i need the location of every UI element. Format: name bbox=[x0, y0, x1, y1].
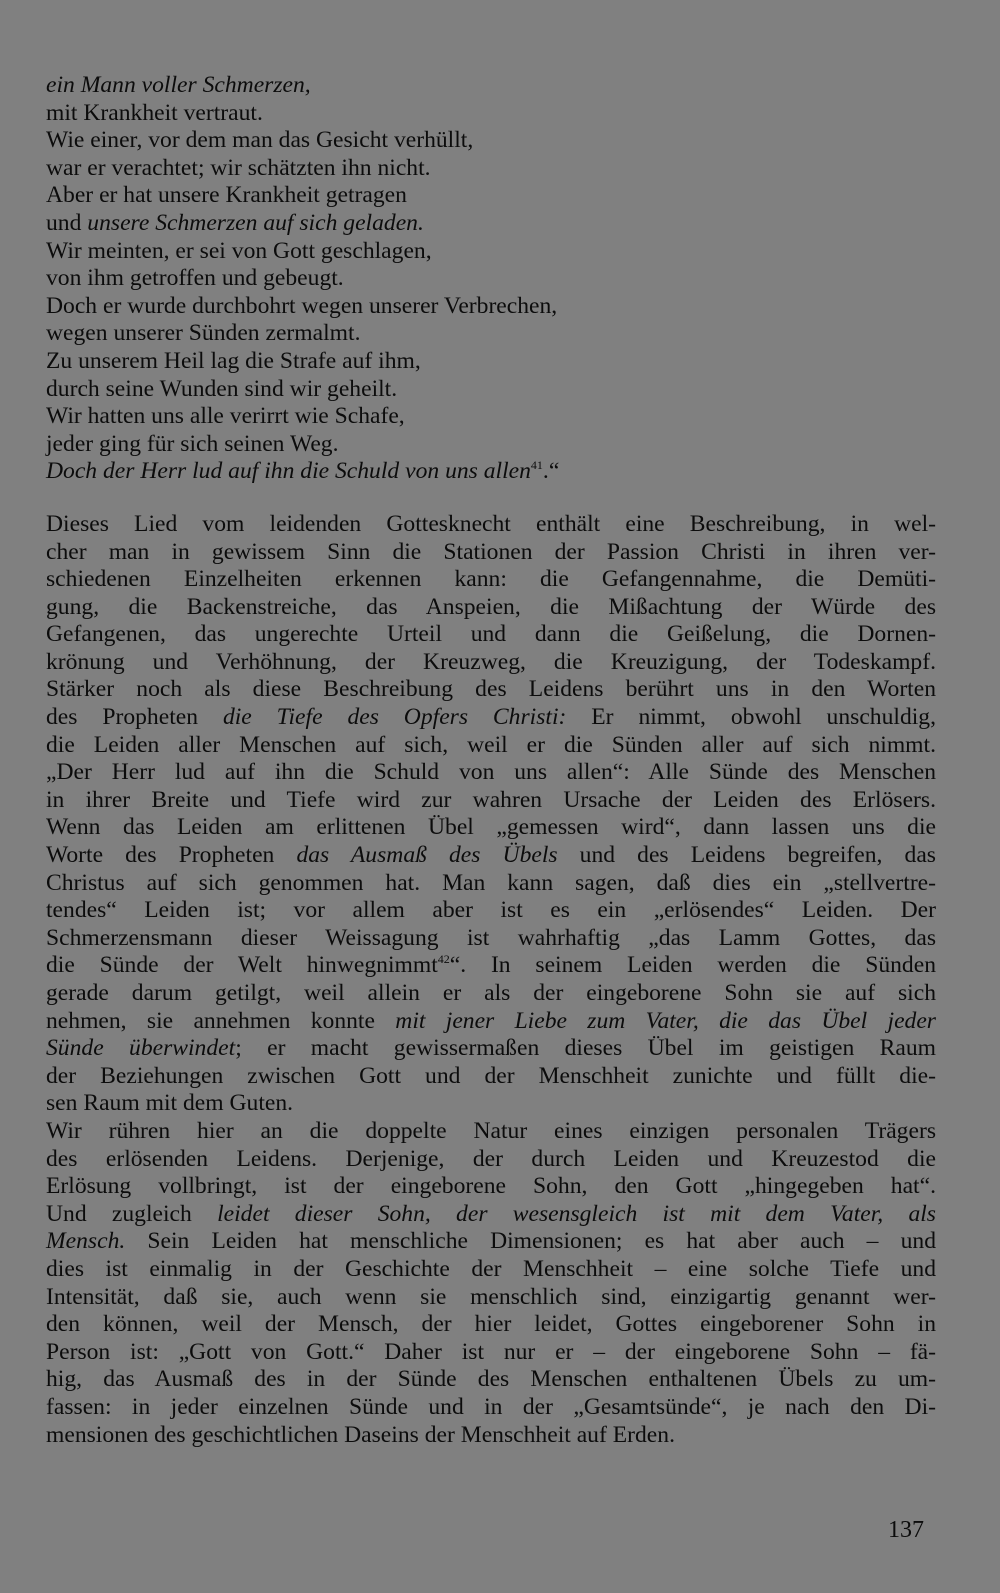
paragraph-line bbox=[46, 539, 936, 567]
paragraph-line bbox=[46, 1284, 936, 1312]
page-number: 137 bbox=[888, 1517, 924, 1543]
text-segment: und bbox=[46, 209, 88, 236]
text-segment: Sein Leiden hat menschliche Dimensionen; es hat aber auch – und bbox=[125, 1228, 936, 1255]
verse-line bbox=[46, 403, 936, 431]
verse-line bbox=[46, 100, 936, 128]
text-segment: gerade darum getilgt, weil allein er als der eingeborene Sohn sie auf sich bbox=[46, 980, 936, 1006]
text-segment: sen Raum mit dem Guten. bbox=[46, 1090, 294, 1117]
text-segment: war er verachtet; wir schätzten ihn nicht. bbox=[46, 154, 431, 181]
paragraph-line bbox=[46, 1339, 936, 1367]
paragraph-line bbox=[46, 1035, 936, 1063]
emphasized-text: Doch der Herr lud auf ihn die Schuld von uns allen bbox=[46, 458, 531, 485]
paragraph-line bbox=[46, 897, 936, 925]
text-segment: Stärker noch als diese Beschreibung des Leidens berührt uns in den Worten bbox=[46, 676, 936, 703]
text-segment: von ihm getroffen und gebeugt. bbox=[46, 265, 344, 292]
text-segment: tendes“ Leiden ist; vor allem aber ist es ein „erlösendes“ Leiden. Der bbox=[46, 897, 936, 924]
text-segment: in ihrer Breite und Tiefe wird zur wahren Ursache der Leiden des Erlösers. bbox=[46, 786, 936, 813]
body-text bbox=[46, 511, 936, 1449]
paragraph-line bbox=[46, 511, 936, 539]
paragraph-line bbox=[46, 952, 936, 980]
paragraph-line bbox=[46, 621, 936, 649]
text-segment: jeder ging für sich seinen Weg. bbox=[46, 430, 339, 457]
verse-line bbox=[46, 376, 936, 404]
text-segment: Intensität, daß sie, auch wenn sie menschlich sind, einzigartig genannt wer- bbox=[46, 1283, 936, 1310]
emphasized-text: ein Mann voller Schmerzen, bbox=[46, 72, 311, 98]
text-segment: Erlösung vollbringt, ist der eingeborene Sohn, den Gott „hingegeben hat“. bbox=[46, 1173, 936, 1200]
emphasized-text: leidet dieser Sohn, der wesensgleich ist mit dem Vater, als bbox=[217, 1200, 936, 1227]
verse-line bbox=[46, 127, 936, 155]
paragraph-line bbox=[46, 1146, 936, 1174]
paragraph-line bbox=[46, 1366, 936, 1394]
paragraph-line bbox=[46, 704, 936, 732]
paragraph-line bbox=[46, 759, 936, 787]
paragraph-line bbox=[46, 870, 936, 898]
paragraph-line bbox=[46, 1173, 936, 1201]
text-segment: “. In seinem Leiden werden die Sünden bbox=[449, 952, 936, 979]
text-segment: Gefangenen, das ungerechte Urteil und dann die Geißelung, die Dornen- bbox=[46, 621, 936, 648]
text-segment: Aber er hat unsere Krankheit getragen bbox=[46, 182, 407, 209]
text-segment: Wenn das Leiden am erlittenen Übel „gemessen wird“, dann lassen uns die bbox=[46, 814, 936, 841]
text-segment: wegen unserer Sünden zermalmt. bbox=[46, 320, 361, 347]
verse-line bbox=[46, 320, 936, 348]
verse-line bbox=[46, 348, 936, 376]
emphasized-text: mit jener Liebe zum Vater, die das Übel jeder bbox=[395, 1007, 936, 1034]
paragraph-line bbox=[46, 980, 936, 1008]
text-segment: den können, weil der Mensch, der hier leidet, Gottes eingeborener Sohn in bbox=[46, 1311, 936, 1338]
text-segment: mensionen des geschichtlichen Daseins der Menschheit auf Erden. bbox=[46, 1421, 675, 1448]
text-segment: hig, das Ausmaß des in der Sünde des Menschen enthaltenen Übels zu um- bbox=[46, 1366, 936, 1393]
emphasized-text: Sünde überwindet bbox=[46, 1035, 236, 1062]
verse-line bbox=[46, 458, 936, 486]
emphasized-text: unsere Schmerzen auf sich geladen. bbox=[87, 209, 424, 236]
verse-line bbox=[46, 155, 936, 183]
verse-line bbox=[46, 72, 936, 100]
text-segment: Wir hatten uns alle verirrt wie Schafe, bbox=[46, 403, 405, 430]
text-segment: des Propheten bbox=[46, 704, 223, 731]
text-segment: Zu unserem Heil lag die Strafe auf ihm, bbox=[46, 347, 421, 374]
paragraph-line bbox=[46, 1228, 936, 1256]
text-segment: Wir rühren hier an die doppelte Natur eines einzigen personalen Trägers bbox=[46, 1117, 936, 1144]
paragraph-line bbox=[46, 1201, 936, 1229]
text-segment: Christus auf sich genommen hat. Man kann sagen, daß dies ein „stellvertre- bbox=[46, 869, 936, 896]
text-segment: .“ bbox=[542, 458, 560, 485]
text-segment: Worte des Propheten bbox=[46, 842, 297, 869]
text-segment: die Leiden aller Menschen auf sich, weil er die Sünden aller auf sich nimmt. bbox=[46, 731, 936, 758]
footnote-reference: 41 bbox=[530, 458, 543, 473]
paragraph-line bbox=[46, 566, 936, 594]
text-segment: Schmerzensmann dieser Weissagung ist wahrhaftig „das Lamm Gottes, das bbox=[46, 924, 936, 951]
paragraph-line bbox=[46, 1422, 936, 1450]
text-segment: Wie einer, vor dem man das Gesicht verhüllt, bbox=[46, 127, 474, 154]
paragraph-line bbox=[46, 1311, 936, 1339]
verse-line bbox=[46, 238, 936, 266]
text-segment: krönung und Verhöhnung, der Kreuzweg, die Kreuzigung, der Todeskampf. bbox=[46, 648, 936, 675]
text-segment: Er nimmt, obwohl unschuldig, bbox=[566, 704, 936, 731]
verse-line bbox=[46, 431, 936, 459]
text-segment: schiedenen Einzelheiten erkennen kann: die Gefangennahme, die Demüti- bbox=[46, 566, 936, 593]
text-segment: nehmen, sie annehmen konnte bbox=[46, 1007, 396, 1034]
emphasized-text: die Tiefe des Opfers Christi: bbox=[222, 704, 567, 731]
book-page bbox=[46, 72, 936, 1449]
emphasized-text: Mensch. bbox=[46, 1228, 126, 1255]
paragraph-line bbox=[46, 787, 936, 815]
paragraph-line bbox=[46, 842, 936, 870]
text-segment: Wir meinten, er sei von Gott geschlagen, bbox=[46, 237, 432, 264]
footnote-reference: 42 bbox=[437, 952, 450, 967]
paragraph-line bbox=[46, 1008, 936, 1036]
text-segment: mit Krankheit vertraut. bbox=[46, 99, 263, 126]
paragraph-line bbox=[46, 1256, 936, 1284]
text-segment: Und zugleich bbox=[46, 1200, 218, 1227]
text-segment: Dieses Lied vom leidenden Gottesknecht enthält eine Beschreibung, in wel- bbox=[46, 510, 936, 537]
text-segment: gung, die Backenstreiche, das Anspeien, die Mißachtung der Würde des bbox=[46, 593, 936, 620]
paragraph-line bbox=[46, 1063, 936, 1091]
verse-line bbox=[46, 265, 936, 293]
text-segment: des erlösenden Leidens. Derjenige, der durch Leiden und Kreuzestod die bbox=[46, 1145, 936, 1172]
verse-line bbox=[46, 293, 936, 321]
text-segment: und des Leidens begreifen, das bbox=[557, 842, 936, 869]
text-segment: „Der Herr lud auf ihn die Schuld von uns allen“: Alle Sünde des Menschen bbox=[46, 759, 936, 786]
text-segment: die Sünde der Welt hinwegnimmt bbox=[46, 952, 438, 979]
paragraph-line bbox=[46, 649, 936, 677]
text-segment: Person ist: „Gott von Gott.“ Daher ist nur er – der eingeborene Sohn – fä- bbox=[46, 1338, 936, 1365]
verse-line bbox=[46, 210, 936, 238]
text-segment: Doch er wurde durchbohrt wegen unserer Verbrechen, bbox=[46, 292, 558, 319]
text-segment: der Beziehungen zwischen Gott und der Menschheit zunichte und füllt die- bbox=[46, 1062, 936, 1089]
paragraph-line bbox=[46, 1118, 936, 1146]
text-segment: durch seine Wunden sind wir geheilt. bbox=[46, 375, 398, 402]
paragraph-line bbox=[46, 1090, 936, 1118]
paragraph-line bbox=[46, 676, 936, 704]
paragraph-line bbox=[46, 814, 936, 842]
verse-line bbox=[46, 182, 936, 210]
paragraph-line bbox=[46, 925, 936, 953]
paragraph-line bbox=[46, 1394, 936, 1422]
paragraph-line bbox=[46, 732, 936, 760]
text-segment: fassen: in jeder einzelnen Sünde und in der „Gesamtsünde“, je nach den Di- bbox=[46, 1393, 936, 1420]
text-segment: dies ist einmalig in der Geschichte der Menschheit – eine solche Tiefe und bbox=[46, 1255, 936, 1282]
emphasized-text: das Ausmaß des Übels bbox=[296, 842, 558, 869]
scripture-quotation bbox=[46, 72, 936, 486]
text-segment: cher man in gewissem Sinn die Stationen der Passion Christi in ihren ver- bbox=[46, 538, 936, 565]
text-segment: ; er macht gewissermaßen dieses Übel im geistigen Raum bbox=[235, 1035, 937, 1062]
paragraph-line bbox=[46, 594, 936, 622]
